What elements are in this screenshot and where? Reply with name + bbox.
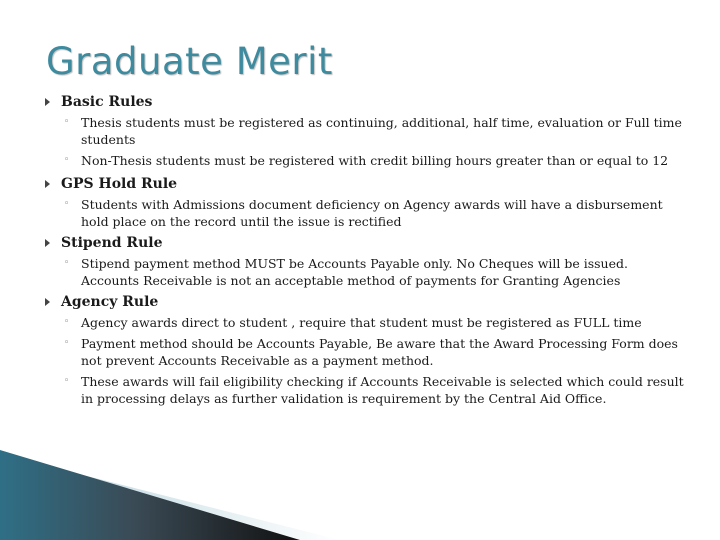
circle-bullet-icon: ◦ (64, 199, 70, 209)
decorative-wedge (0, 450, 720, 540)
circle-bullet-icon: ◦ (64, 258, 70, 268)
triangle-bullet-icon (45, 98, 50, 106)
sub-list (56, 194, 696, 230)
circle-bullet-icon: ◦ (64, 338, 70, 348)
triangle-bullet-icon (45, 298, 50, 306)
section-basic-rules (56, 93, 696, 169)
circle-bullet-icon: ◦ (64, 155, 70, 165)
section-heading (56, 234, 696, 253)
list-item: ◦ Payment method should be Accounts Payable, Be aware that the Award Processing Form does not prevent Accounts Receivable as a payment method. (64, 336, 678, 368)
circle-bullet-icon: ◦ (64, 317, 70, 327)
circle-bullet-icon: ◦ (64, 376, 70, 386)
sub-list (56, 312, 696, 407)
section-stipend-rule (56, 234, 696, 289)
list-item: ◦ Thesis students must be registered as continuing, additional, half time, evaluation or Full time students (64, 115, 682, 147)
sub-list (56, 253, 696, 289)
slide-title: Graduate Merit (46, 40, 333, 83)
section-heading-text: Basic Rules (61, 94, 153, 110)
sub-list (56, 112, 696, 169)
triangle-bullet-icon (45, 239, 50, 247)
list-item: ◦ Agency awards direct to student , require that student must be registered as FULL time (64, 315, 642, 330)
slide-content (56, 93, 696, 412)
section-heading-text: Stipend Rule (61, 235, 163, 251)
section-heading-text: Agency Rule (61, 294, 159, 310)
section-heading (56, 93, 696, 112)
section-heading-text: GPS Hold Rule (61, 176, 178, 192)
circle-bullet-icon: ◦ (64, 117, 70, 127)
section-heading (56, 175, 696, 194)
triangle-bullet-icon (45, 180, 50, 188)
list-item: ◦ These awards will fail eligibility checking if Accounts Receivable is selected which could result in processing delays as further validation is requirement by the Central Aid Office. (64, 374, 684, 406)
list-item: ◦ Students with Admissions document deficiency on Agency awards will have a disbursement hold place on the record until the issue is rectified (64, 197, 663, 229)
list-item: ◦ Stipend payment method MUST be Accounts Payable only. No Cheques will be issued. Accounts Receivable is not an acceptable method of payments for Granting Agencies (64, 256, 628, 288)
section-gps-hold-rule (56, 175, 696, 230)
list-item: ◦ Non-Thesis students must be registered with credit billing hours greater than or equal to 12 (64, 153, 669, 168)
section-agency-rule (56, 293, 696, 407)
section-heading (56, 293, 696, 312)
